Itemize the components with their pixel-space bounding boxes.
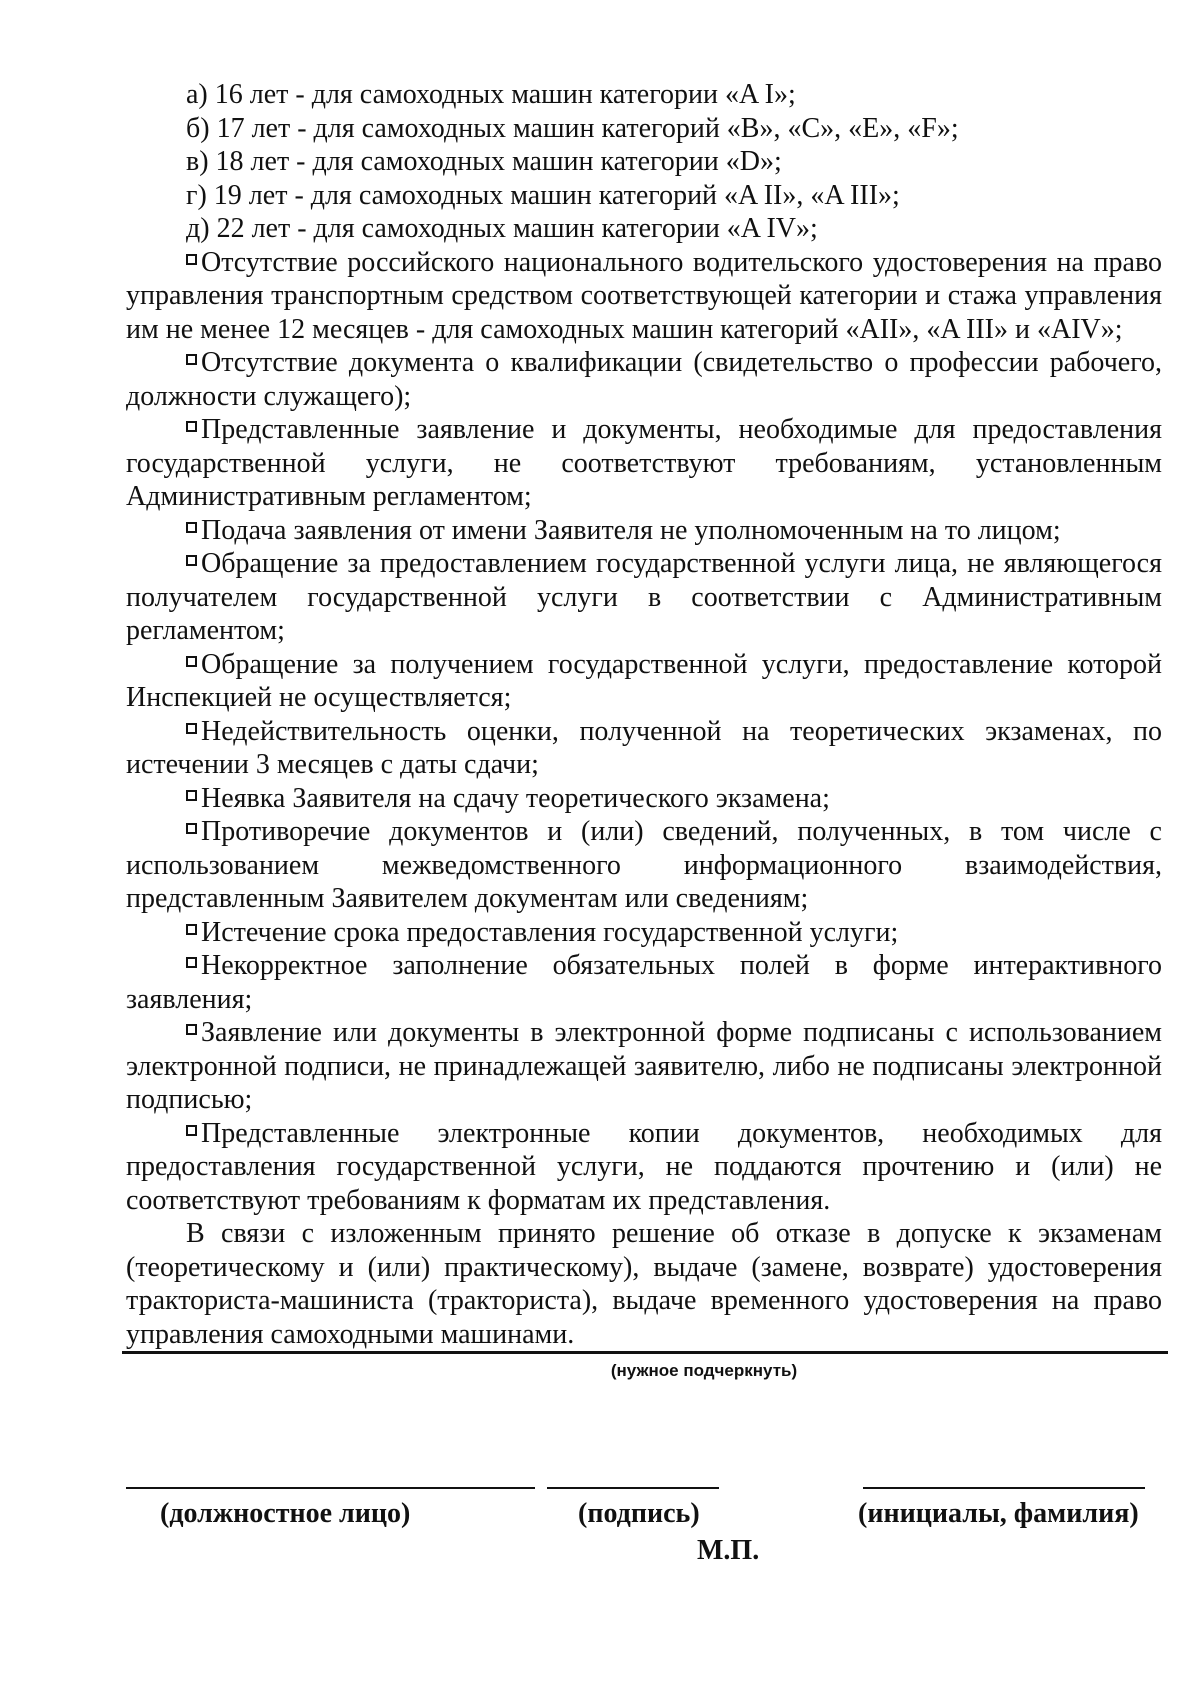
square-bullet-icon xyxy=(186,924,197,935)
name-label: (инициалы, фамилия) xyxy=(858,1498,1139,1529)
refusal-reason-item xyxy=(126,916,1162,950)
underline-hint: (нужное подчеркнуть) xyxy=(610,1361,798,1380)
square-bullet-icon xyxy=(186,354,197,365)
age-requirement-item: г) 19 лет - для самоходных машин категорий «A II», «A III»; xyxy=(186,179,900,211)
name-signature-line xyxy=(863,1487,1145,1489)
official-label: (должностное лицо) xyxy=(160,1498,411,1529)
decision-text: В связи с изложенным принято решение об отказе в допуске к экзаменам (теоретическому и (или) практическому), выдаче (замене, возврате) удостоверения тракториста-машиниста (тракториста), выдаче временного удостоверения на право управления самоходными машинами. xyxy=(126,1218,1162,1350)
refusal-reason-item xyxy=(126,346,1162,413)
decision-paragraph xyxy=(126,1217,1162,1351)
square-bullet-icon xyxy=(186,1125,197,1136)
refusal-reason-text: Недействительность оценки, полученной на теоретических экзаменах, по истечении 3 месяцев с даты сдачи; xyxy=(126,715,1162,780)
signature-label: (подпись) xyxy=(578,1498,700,1529)
refusal-reason-item xyxy=(126,782,1162,816)
refusal-reason-text: Отсутствие документа о квалификации (свидетельство о профессии рабочего, должности служащего); xyxy=(126,347,1162,412)
square-bullet-icon xyxy=(186,522,197,533)
square-bullet-icon xyxy=(186,656,197,667)
refusal-reason-item xyxy=(126,547,1162,648)
age-requirement-item: в) 18 лет - для самоходных машин категории «D»; xyxy=(186,146,782,177)
age-requirement-item: а) 16 лет - для самоходных машин категории «A I»; xyxy=(186,79,796,110)
refusal-reason-item xyxy=(126,514,1162,548)
square-bullet-icon xyxy=(186,723,197,734)
refusal-reason-text: Некорректное заполнение обязательных полей в форме интерактивного заявления; xyxy=(126,950,1162,1015)
square-bullet-icon xyxy=(186,823,197,834)
refusal-reason-item xyxy=(126,1016,1162,1117)
signature-lines xyxy=(0,1487,1200,1491)
square-bullet-icon xyxy=(186,790,197,801)
refusal-reason-item xyxy=(126,715,1162,782)
square-bullet-icon xyxy=(186,421,197,432)
square-bullet-icon xyxy=(186,1024,197,1035)
refusal-reason-text: Обращение за получением государственной услуги, предоставление которой Инспекцией не осуществляется; xyxy=(126,648,1162,713)
refusal-reasons-list xyxy=(126,246,1162,1218)
refusal-reason-text: Представленные электронные копии документов, необходимых для предоставления государственной услуги, не поддаются прочтению и (или) не соответствуют требованиям к форматам их представления. xyxy=(126,1117,1162,1216)
refusal-reason-text: Подача заявления от имени Заявителя не уполномоченным на то лицом; xyxy=(201,514,1061,546)
refusal-reason-item xyxy=(126,246,1162,347)
square-bullet-icon xyxy=(186,957,197,968)
refusal-reason-text: Представленные заявление и документы, необходимые для предоставления государственной услуги, не соответствуют требованиям, установленным Административным регламентом; xyxy=(126,414,1162,512)
square-bullet-icon xyxy=(186,555,197,566)
refusal-reason-text: Обращение за предоставлением государственной услуги лица, не являющегося получателем государственной услуги в соответствии с Административным регламентом; xyxy=(126,548,1162,646)
square-bullet-icon xyxy=(186,254,197,265)
document-body xyxy=(126,78,1162,1381)
refusal-reason-item xyxy=(126,949,1162,1016)
refusal-reason-text: Заявление или документы в электронной форме подписаны с использованием электронной подписи, не принадлежащей заявителю, либо не подписаны электронной подписью; xyxy=(126,1017,1162,1115)
decision-underline xyxy=(122,1351,1168,1354)
refusal-reason-text: Истечение срока предоставления государственной услуги; xyxy=(201,916,899,948)
age-requirements-list xyxy=(126,78,1162,246)
refusal-reason-item xyxy=(126,815,1162,916)
refusal-reason-item xyxy=(126,648,1162,715)
refusal-reason-text: Неявка Заявителя на сдачу теоретического экзамена; xyxy=(201,782,830,814)
stamp-label: М.П. xyxy=(697,1535,760,1566)
refusal-reason-text: Противоречие документов и (или) сведений, полученных, в том числе с использованием межведомственного информационного взаимодействия, представленным Заявителем документам или сведениям; xyxy=(126,816,1162,914)
refusal-reason-item xyxy=(126,1117,1162,1218)
age-requirement-item: д) 22 лет - для самоходных машин категории «A IV»; xyxy=(186,213,818,244)
refusal-reason-text: Отсутствие российского национального водительского удостоверения на право управления транспортным средством соответствующей категории и стажа управления им не менее 12 месяцев - для самоходных машин категорий «AII», «A III» и «AIV»; xyxy=(126,246,1162,345)
age-requirement-item: б) 17 лет - для самоходных машин категорий «B», «C», «E», «F»; xyxy=(186,112,959,144)
signature-line xyxy=(547,1487,719,1489)
official-signature-line xyxy=(126,1487,535,1489)
refusal-reason-item xyxy=(126,413,1162,514)
